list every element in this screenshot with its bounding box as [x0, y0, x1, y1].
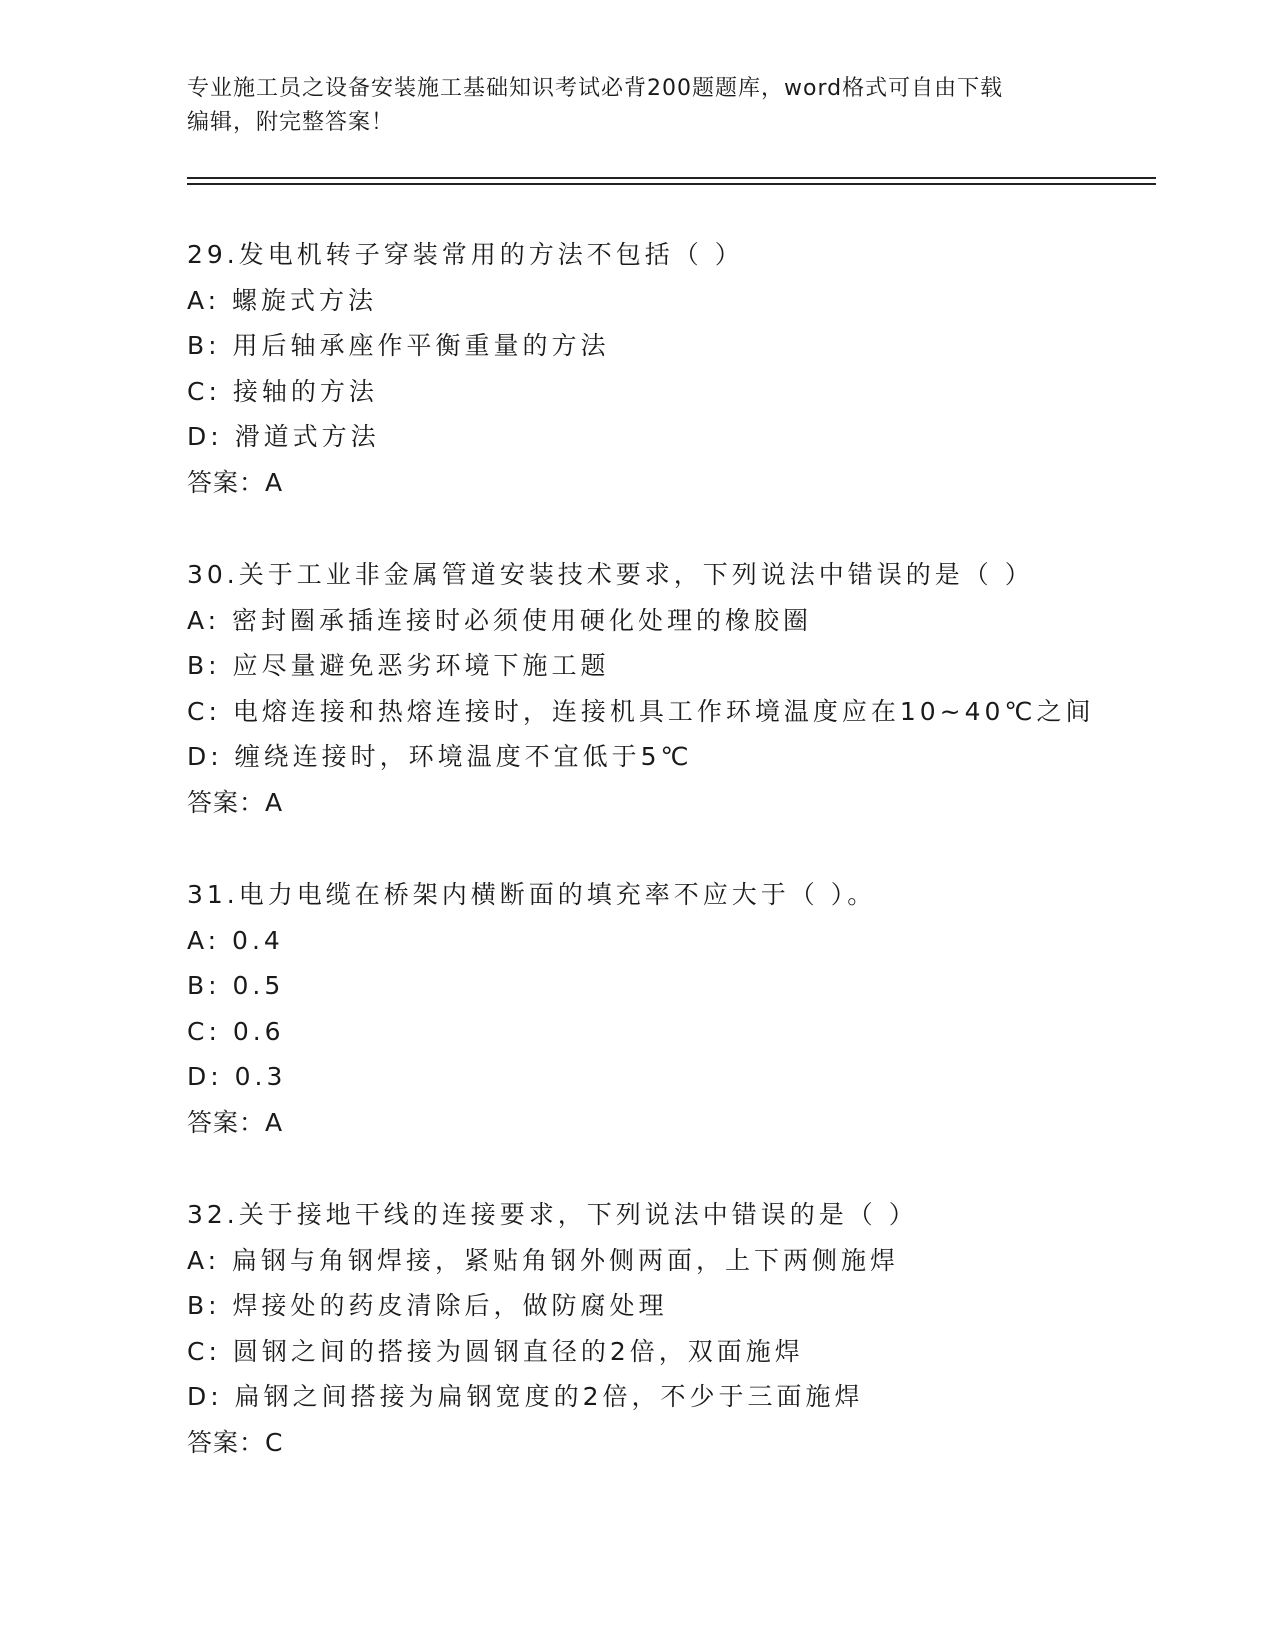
- option-b: B: 用后轴承座作平衡重量的方法: [187, 331, 610, 360]
- header-line-1: 专业施工员之设备安装施工基础知识考试必背200题题库，word格式可自由下载: [187, 76, 1004, 101]
- header-divider-bottom: [187, 183, 1156, 185]
- question-32: [187, 1192, 1187, 1465]
- option-b: B: 焊接处的药皮清除后，做防腐处理: [187, 1291, 668, 1320]
- question-31: [187, 872, 1187, 1145]
- option-d: D: 缠绕连接时，环境温度不宜低于5℃: [187, 742, 693, 771]
- option-c: C: 0.6: [187, 1016, 285, 1046]
- answer: 答案：A: [187, 467, 284, 497]
- header-divider-top: [187, 177, 1156, 179]
- question-stem: 29.发电机转子穿装常用的方法不包括（ ）: [187, 240, 744, 269]
- header-line-2: 编辑，附完整答案！: [187, 110, 395, 135]
- option-b: B: 0.5: [187, 971, 285, 1000]
- answer: 答案：A: [187, 1107, 284, 1137]
- answer: 答案：A: [187, 787, 284, 817]
- option-a: A: 密封圈承插连接时必须使用硬化处理的橡胶圈: [187, 605, 813, 635]
- option-c: C: 接轴的方法: [187, 376, 378, 406]
- option-b: B: 应尽量避免恶劣环境下施工题: [187, 651, 610, 680]
- question-29: [187, 232, 1187, 505]
- option-a: A: 螺旋式方法: [187, 285, 378, 315]
- option-a: A: 0.4: [187, 925, 284, 955]
- answer: 答案：C: [187, 1427, 284, 1457]
- question-stem: 30.关于工业非金属管道安装技术要求，下列说法中错误的是（ ）: [187, 560, 1034, 589]
- question-30: [187, 552, 1187, 825]
- option-c: C: 电熔连接和热熔连接时，连接机具工作环境温度应在10~40℃之间: [187, 696, 1095, 726]
- option-d: D: 滑道式方法: [187, 422, 380, 451]
- option-d: D: 0.3: [187, 1062, 287, 1091]
- question-stem: 31.电力电缆在桥架内横断面的填充率不应大于（ ）。: [187, 880, 877, 909]
- option-d: D: 扁钢之间搭接为扁钢宽度的2倍，不少于三面施焊: [187, 1382, 864, 1411]
- option-c: C: 圆钢之间的搭接为圆钢直径的2倍，双面施焊: [187, 1336, 804, 1366]
- question-stem: 32.关于接地干线的连接要求，下列说法中错误的是（ ）: [187, 1200, 918, 1229]
- document-header: [187, 72, 1087, 140]
- option-a: A: 扁钢与角钢焊接，紧贴角钢外侧两面，上下两侧施焊: [187, 1245, 900, 1275]
